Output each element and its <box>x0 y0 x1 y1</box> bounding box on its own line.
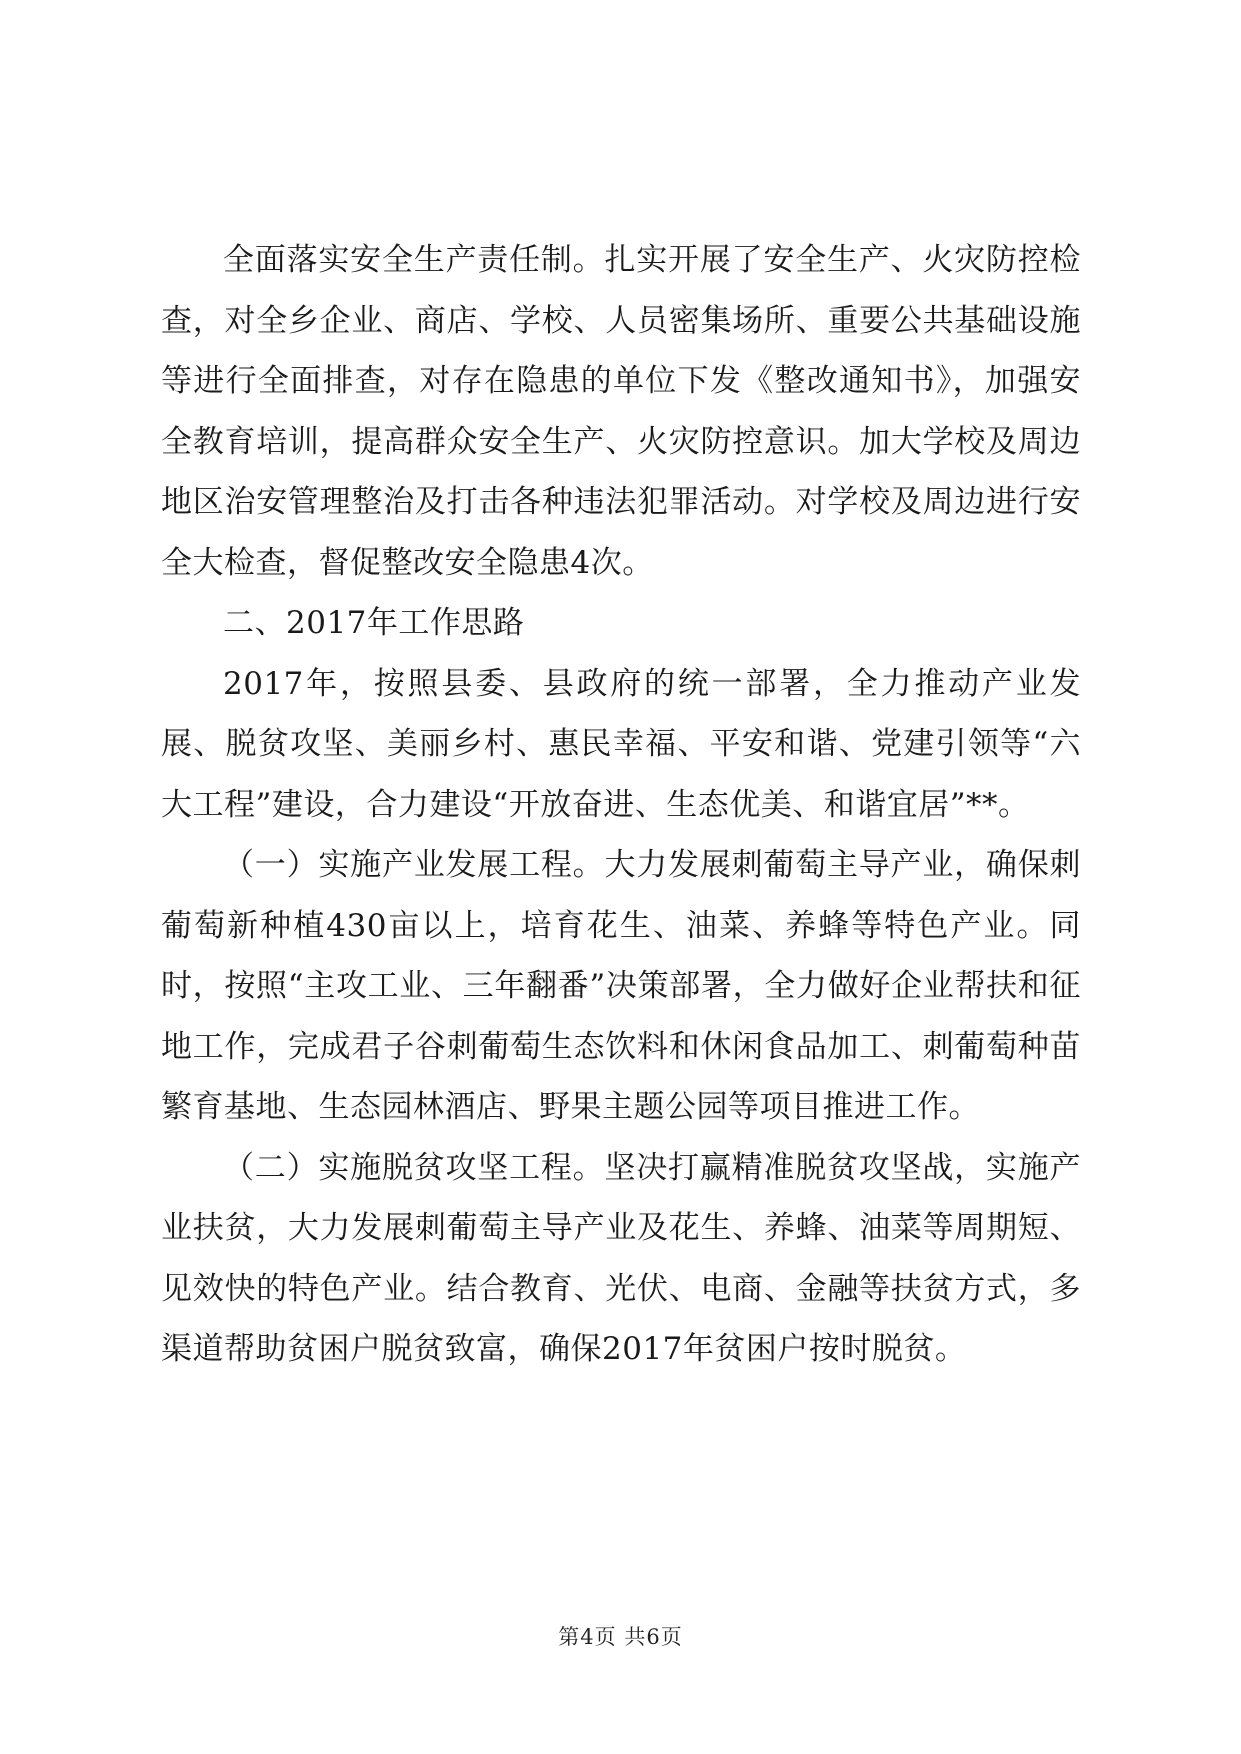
paragraph-poverty-alleviation: （二）实施脱贫攻坚工程。坚决打赢精准脱贫攻坚战，实施产业扶贫，大力发展刺葡萄主导产业及花生、养蜂、油菜等周期短、见效快的特色产业。结合教育、光伏、电商、金融等扶贫方式，多渠道帮助贫困户脱贫致富，确保2017年贫困户按时脱贫。 <box>161 1149 1081 1367</box>
page-number-footer: 第4页 共6页 <box>558 1625 683 1649</box>
paragraph-safety-production: 全面落实安全生产责任制。扎实开展了安全生产、火灾防控检查，对全乡企业、商店、学校、人员密集场所、重要公共基础设施等进行全面排查，对存在隐患的单位下发《整改通知书》，加强安全教育培训，提高群众安全生产、火灾防控意识。加大学校及周边地区治安管理整治及打击各种违法犯罪活动。对学校及周边进行安全大检查，督促整改安全隐患4次。 <box>161 242 1081 581</box>
section-heading-2017-work-plan: 二、2017年工作思路 <box>223 605 525 641</box>
paragraph-2017-overview: 2017年，按照县委、县政府的统一部署，全力推动产业发展、脱贫攻坚、美丽乡村、惠民幸福、平安和谐、党建引领等“六大工程”建设，合力建设“开放奋进、生态优美、和谐宜居”**。 <box>161 665 1081 823</box>
document-body <box>161 230 1081 1380</box>
paragraph-industry-development: （一）实施产业发展工程。大力发展刺葡萄主导产业，确保刺葡萄新种植430亩以上，培育花生、油菜、养蜂等特色产业。同时，按照“主攻工业、三年翻番”决策部署，全力做好企业帮扶和征地工作，完成君子谷刺葡萄生态饮料和休闲食品加工、刺葡萄种苗繁育基地、生态园林酒店、野果主题公园等项目推进工作。 <box>161 847 1081 1125</box>
